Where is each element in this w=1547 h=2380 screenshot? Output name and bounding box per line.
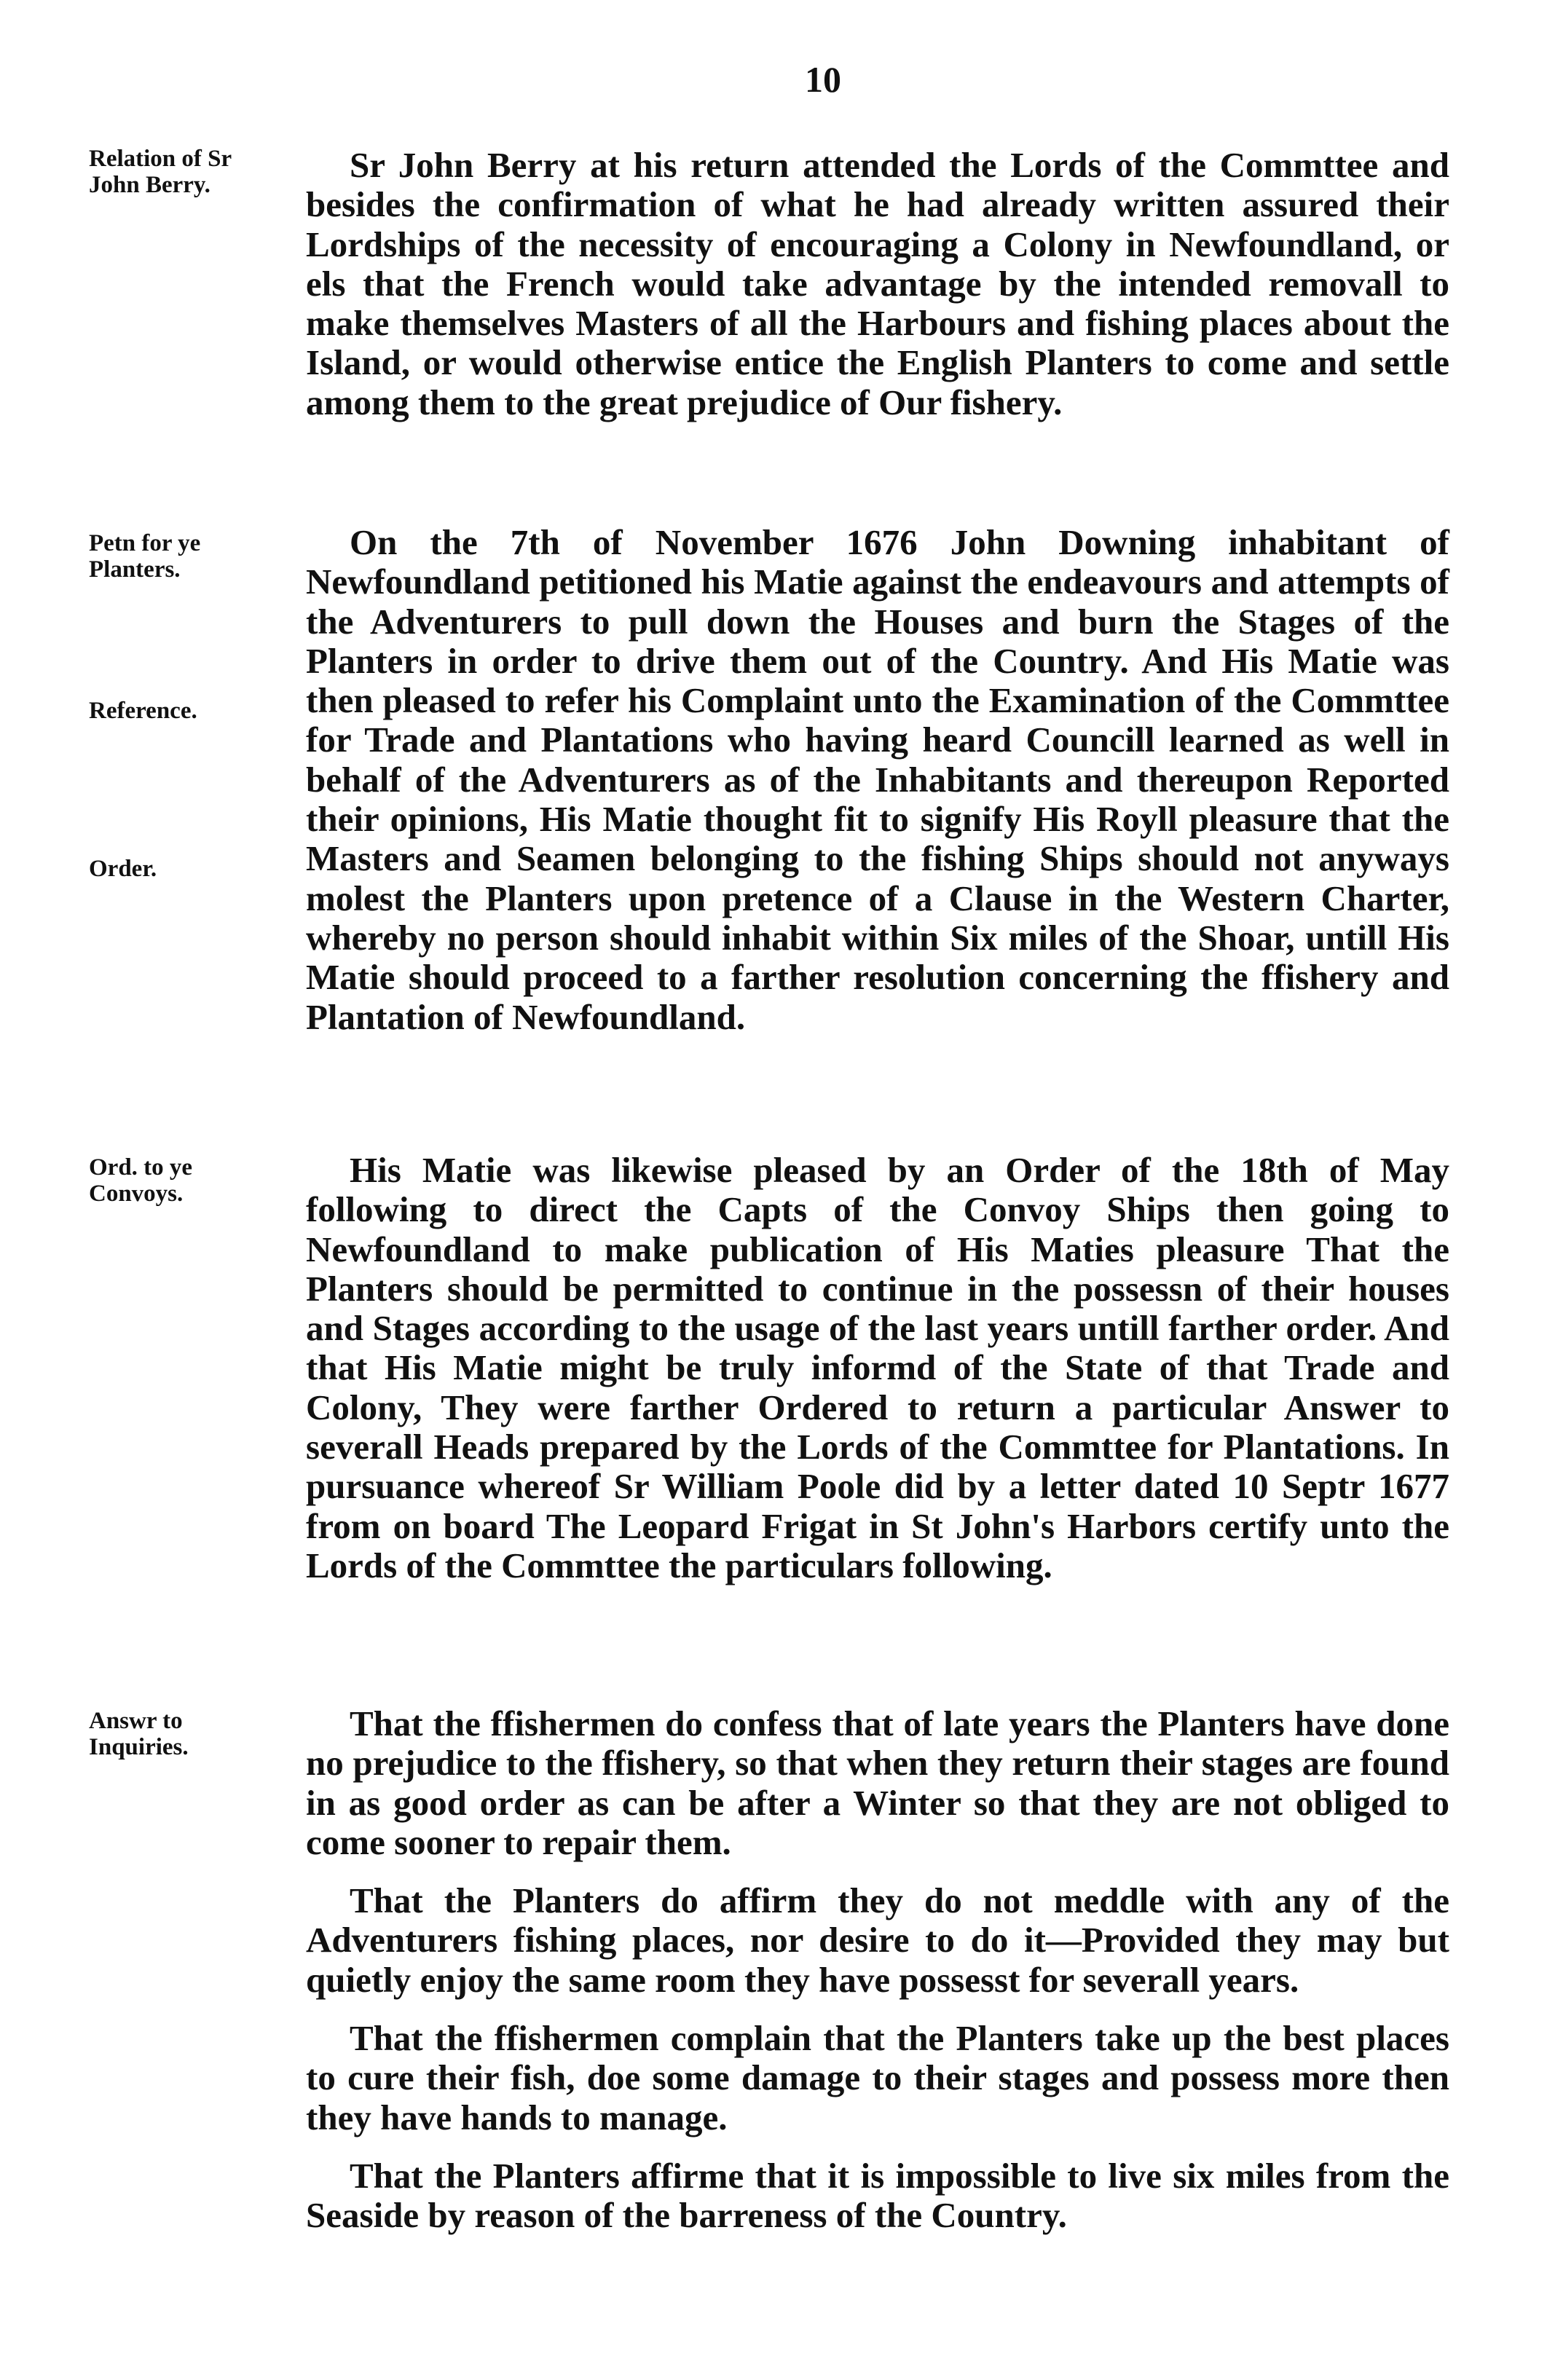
paragraph-convoys [306,1151,1449,1585]
margin-note-relation: Relation of Sr John Berry. [89,146,232,198]
margin-note-petition: Petn for ye Planters. [89,530,201,583]
answer-paragraph: That the Planters affirme that it is impossible to live six miles from the Seaside by reason of the barreness of the Country. [306,2155,1449,2236]
answer-paragraph: That the ffishermen complain that the Planters take up the best places to cure their fish, doe some damage to their stages and possess more then they have hands to manage. [306,2018,1449,2137]
paragraph-text: Sr John Berry at his return attended the Lords of the Commttee and besides the confirmation of what he had already written assured their Lordships of the necessity of encouraging a Colony in Newfoundland, or els that the French would take advantage by the intended removall to make themselves Masters of all the Harbours and fishing places about the Island, or would otherwise entice the English Planters to come and settle among them to the great prejudice of Our fishery. [306,145,1449,422]
page-number: 10 [805,59,841,100]
paragraph-text: His Matie was likewise pleased by an Order of the 18th of May following to direct the Capts of the Convoy Ships then going to Newfoundland to make publication of His Maties pleasure That the Planters should be permitted to continue in the possessn of their houses and Stages according to the usage of the last years untill farther order. And that His Matie might be truly informd of the State of that Trade and Colony, They were farther Ordered to return a particular Answer to severall Heads prepared by the Lords of the Commttee for Plantations. In pursuance whereof Sr William Poole did by a letter dated 10 Septr 1677 from on board The Leopard Frigat in St John's Harbors certify unto the Lords of the Commttee the particulars following. [306,1150,1449,1585]
paragraph-petition [306,523,1449,1037]
margin-note-convoys: Ord. to ye Convoys. [89,1154,193,1207]
paragraph-text: On the 7th of November 1676 John Downing inhabitant of Newfoundland petitioned his Matie against the endeavours and attempts of the Adventurers to pull down the Houses and burn the Stages of the Planters in order to drive them out of the Country. And His Matie was then pleased to refer his Complaint unto the Examination of the Commttee for Trade and Plantations who having heard Councill learned as well in behalf of the Adventurers as of the Inhabitants and thereupon Reported their opinions, His Matie thought fit to signify His Royll pleasure that the Masters and Seamen belonging to the fishing Ships should not anyways molest the Planters upon pretence of a Clause in the Western Charter, whereby no person should inhabit within Six miles of the Shoar, untill His Matie should proceed to a farther resolution concerning the ffishery and Plantation of Newfoundland. [306,522,1449,1037]
answer-paragraph: That the Planters do affirm they do not meddle with any of the Adventurers fishing places, nor desire to do it—Provided they may but quietly enjoy the same room they have possesst for severall years. [306,1880,1449,2000]
paragraph-berry [306,146,1449,422]
margin-note-answer: Answr to Inquiries. [89,1708,189,1760]
answer-paragraph: That the ffishermen do confess that of late years the Planters have done no prejudice to the ffishery, so that when they return their stages are found in as good order as can be after a Winter so that they are not obliged to come sooner to repair them. [306,1703,1449,1862]
answers-section [306,1704,1449,2236]
margin-note-order: Order. [89,856,157,882]
margin-note-reference: Reference. [89,698,197,724]
